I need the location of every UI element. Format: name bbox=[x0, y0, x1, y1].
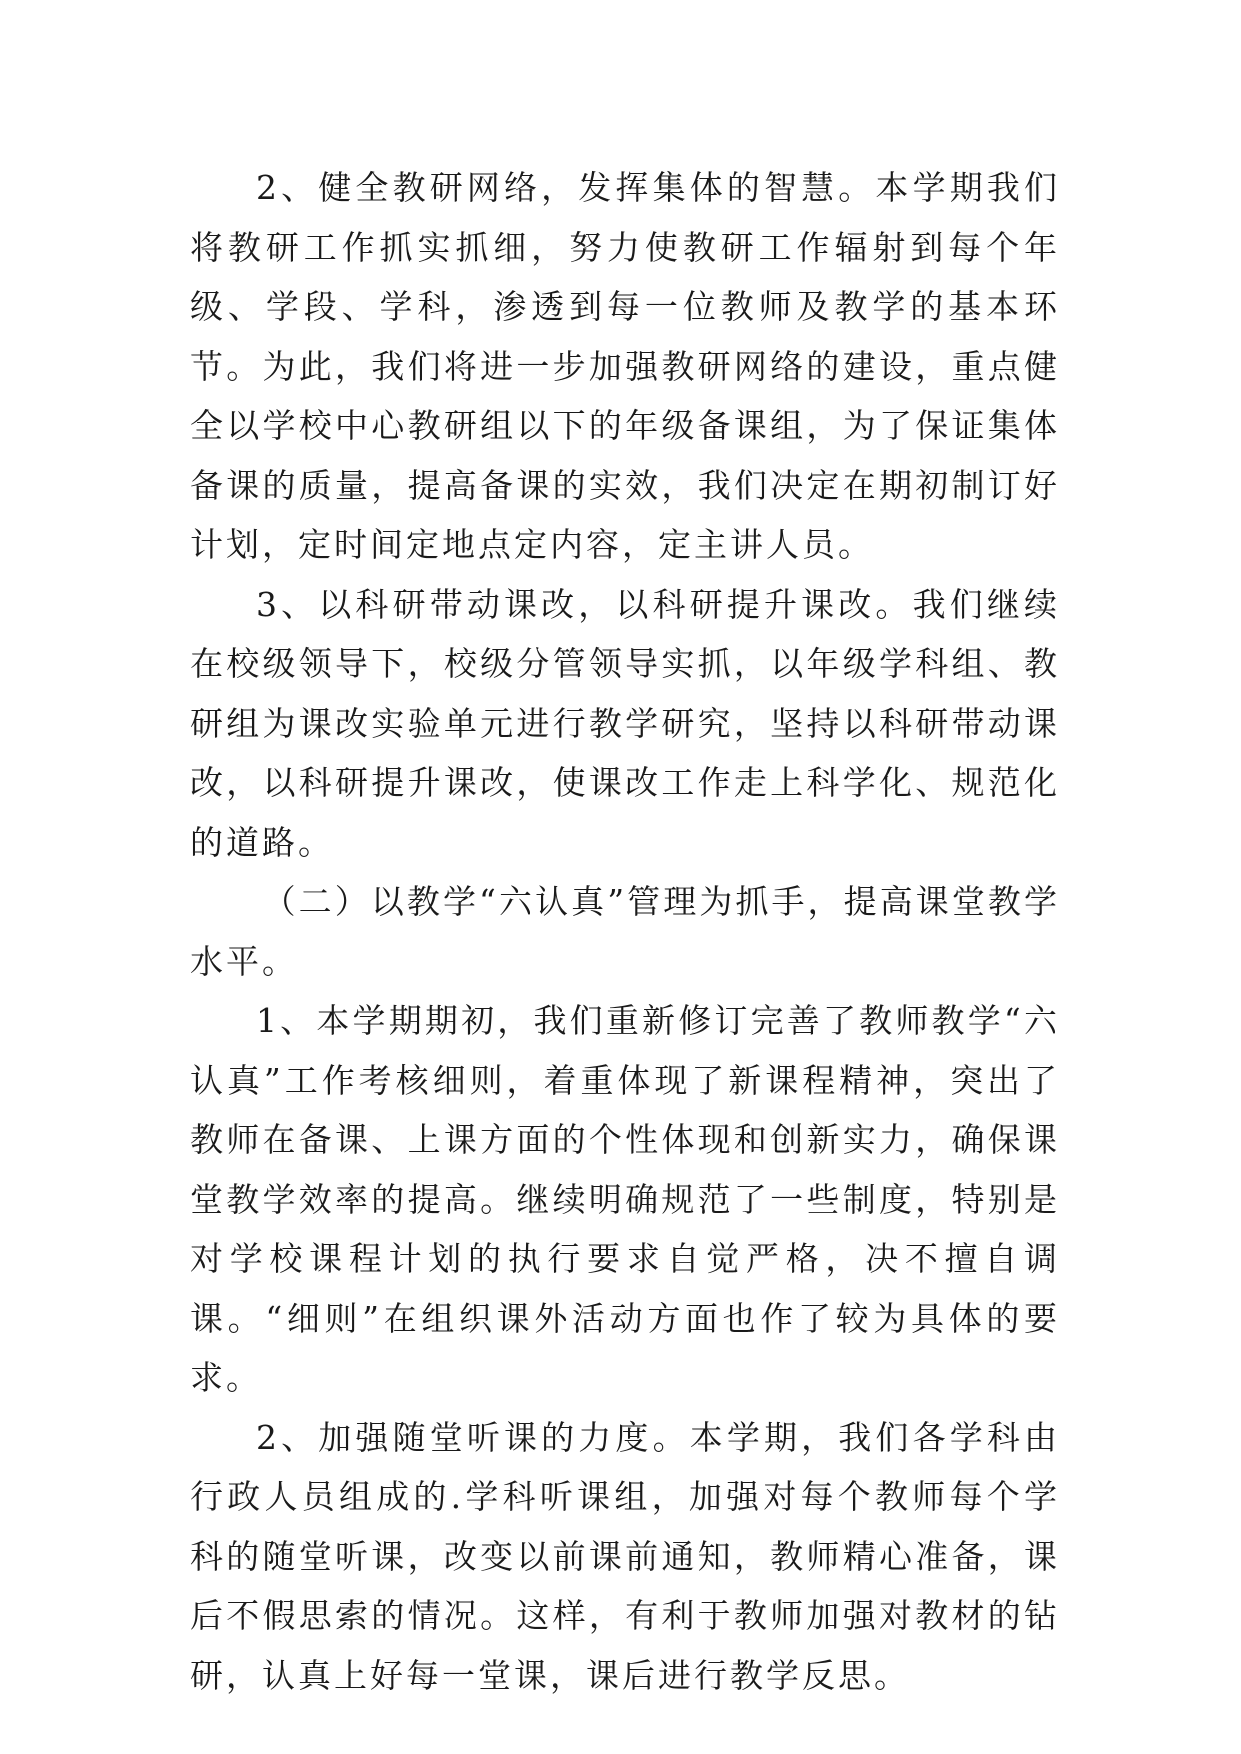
document-body bbox=[190, 158, 1060, 1705]
section-heading-six-conscientiousness: （二）以教学“六认真”管理为抓手，提高课堂教学水平。 bbox=[190, 882, 1060, 981]
paragraph-assessment-rules: 1、本学期期初，我们重新修订完善了教师教学“六认真”工作考核细则，着重体现了新课程精神，突出了教师在备课、上课方面的个性体现和创新实力，确保课堂教学效率的提高。继续明确规范了一些制度，特别是对学校课程计划的执行要求自觉严格，决不擅自调课。“细则”在组织课外活动方面也作了较为具体的要求。 bbox=[190, 1001, 1060, 1397]
paragraph-research-driven-reform: 3、以科研带动课改，以科研提升课改。我们继续在校级领导下，校级分管领导实抓，以年级学科组、教研组为课改实验单元进行教学研究，坚持以科研带动课改，以科研提升课改，使课改工作走上科学化、规范化的道路。 bbox=[190, 584, 1060, 862]
paragraph-teaching-research-network: 2、健全教研网络，发挥集体的智慧。本学期我们将教研工作抓实抓细，努力使教研工作辐射到每个年级、学段、学科，渗透到每一位教师及教学的基本环节。为此，我们将进一步加强教研网络的建设，重点健全以学校中心教研组以下的年级备课组，为了保证集体备课的质量，提高备课的实效，我们决定在期初制订好计划，定时间定地点定内容，定主讲人员。 bbox=[190, 168, 1060, 564]
paragraph-classroom-observation: 2、加强随堂听课的力度。本学期，我们各学科由行政人员组成的.学科听课组，加强对每个教师每个学科的随堂听课，改变以前课前通知，教师精心准备，课后不假思索的情况。这样，有利于教师加强对教材的钻研，认真上好每一堂课，课后进行教学反思。 bbox=[190, 1417, 1060, 1695]
